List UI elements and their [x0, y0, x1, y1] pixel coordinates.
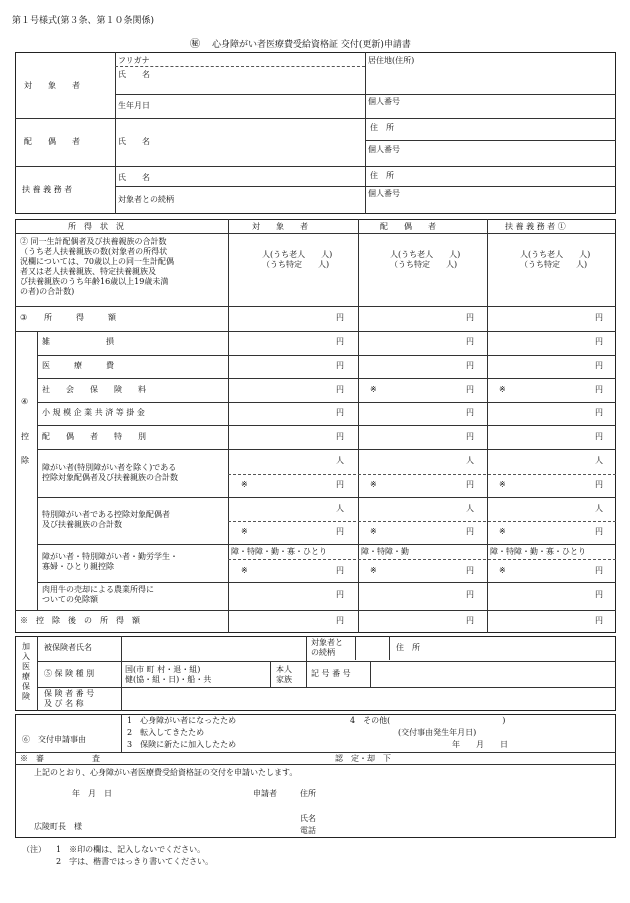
yen-unit: 円 [595, 385, 603, 394]
yen-unit: 円 [466, 432, 474, 441]
yen-unit: 円 [595, 408, 603, 417]
yen-unit: 円 [336, 408, 344, 417]
insured-relation-label: 対象者と の続柄 [311, 638, 343, 657]
deduction-no: ④ [21, 397, 29, 406]
yen-unit: 円 [336, 337, 344, 346]
review-label: ※ 審 査 [20, 754, 100, 763]
kome-mark: ※ [370, 385, 377, 394]
other-deduction-label: 障がい者・特別障がい者・勤労学生・ 寡婦・ひとり親控除 [42, 552, 178, 571]
persons-table [15, 52, 616, 214]
insurance-side-label: 加入医療保険 [22, 642, 30, 701]
reason-3: 3 保険に新たに加入したため [127, 740, 237, 749]
kome-mark: ※ [370, 527, 377, 536]
yen-unit: 円 [466, 337, 474, 346]
kome-mark: ※ [499, 385, 506, 394]
kome-mark: ※ [241, 527, 248, 536]
yen-unit: 円 [336, 385, 344, 394]
yen-unit: 円 [466, 480, 474, 489]
addressee: 広陵町長 様 [34, 822, 82, 831]
decision-label: 認 定・却 下 [335, 754, 391, 763]
furigana-label: フリガナ [118, 56, 150, 65]
reason-2: 2 転入してきたため [127, 728, 205, 737]
form-number: 第１号様式(第３条、第１０条関係) [12, 16, 155, 26]
reason-label: ⑥ 交付申請事由 [22, 735, 86, 744]
beef-exemption-label: 肉用牛の売却による農業所得に ついての免除額 [42, 585, 154, 604]
note-2: 2 字は、楷書ではっきり書いてください。 [56, 857, 214, 866]
subject-personal-no-label: 個人番号 [368, 97, 400, 106]
yen-unit: 円 [336, 313, 344, 322]
yen-unit: 円 [336, 527, 344, 536]
category-subject: 障・特障・勤・寡・ひとり [231, 547, 327, 556]
spouse-name-label: 氏 名 [118, 137, 150, 146]
yen-unit: 円 [595, 313, 603, 322]
yen-unit: 円 [595, 527, 603, 536]
dependents-count-subject: 人(うち老人 人) （うち特定 人) [262, 250, 333, 269]
symbol-number-label: 記 号 番 号 [311, 669, 351, 678]
relation-label: 対象者との続柄 [118, 195, 174, 204]
dependent-label: 扶 養 義 務 者 [22, 185, 73, 194]
yen-unit: 円 [595, 432, 603, 441]
dependent-personal-no-label: 個人番号 [368, 189, 400, 198]
applicant-address-label: 住所 [300, 789, 316, 798]
yen-unit: 円 [336, 616, 344, 625]
income-header-spouse: 配 偶 者 [380, 222, 436, 231]
yen-unit: 円 [336, 480, 344, 489]
notes-lead: （注） [22, 845, 46, 854]
kome-mark: ※ [499, 527, 506, 536]
kome-mark: ※ [241, 480, 248, 489]
dependent-name-label: 氏 名 [118, 173, 150, 182]
misc-loss-label: 雑 損 [42, 337, 114, 346]
yen-unit: 円 [466, 590, 474, 599]
reason-date: 年 月 日 [452, 740, 508, 749]
dependent-address-label: 住 所 [370, 171, 394, 180]
yen-unit: 円 [466, 527, 474, 536]
yen-unit: 円 [466, 313, 474, 322]
yen-unit: 円 [336, 566, 344, 575]
yen-unit: 円 [466, 616, 474, 625]
yen-unit: 円 [595, 590, 603, 599]
insurance-type-label: ⑤ 保 険 種 別 [44, 669, 95, 678]
insured-address-label: 住 所 [396, 643, 420, 652]
yen-unit: 円 [595, 361, 603, 370]
special-disabled-count-label: 特別障がい者である控除対象配偶者 及び扶養親族の合計数 [42, 510, 170, 529]
person-unit: 人 [336, 456, 344, 465]
subject-label: 対 象 者 [24, 81, 80, 90]
spouse-label: 配 偶 者 [24, 137, 80, 146]
yen-unit: 円 [466, 385, 474, 394]
reason-4: 4 その他( ) [350, 716, 506, 725]
person-unit: 人 [595, 504, 603, 513]
yen-unit: 円 [466, 566, 474, 575]
applicant-label: 申請者 [253, 789, 277, 798]
dependents-count-dependent: 人(うち老人 人) （うち特定 人) [520, 250, 591, 269]
dependents-count-spouse: 人(うち老人 人) （うち特定 人) [390, 250, 461, 269]
kome-mark: ※ [370, 480, 377, 489]
dependents-count-label: ② 同一生計配偶者及び扶養親族の合計数 （うち老人扶養親族の数(対象者の所得状 況欄については、70歳以上の同一生計配偶 者又は老人扶養親族、特定扶養親族及 び扶養親族のうち年齢16歳以上19歳未満 の者)の合計数) [20, 237, 175, 296]
person-unit: 人 [336, 504, 344, 513]
birthdate-label: 生年月日 [118, 101, 150, 110]
category-spouse: 障・特障・勤 [361, 547, 409, 556]
yen-unit: 円 [336, 432, 344, 441]
yen-unit: 円 [336, 361, 344, 370]
income-header-subject: 対 象 者 [252, 222, 308, 231]
person-unit: 人 [466, 456, 474, 465]
insured-name-label: 被保険者氏名 [44, 643, 92, 652]
person-unit: 人 [595, 456, 603, 465]
person-unit: 人 [466, 504, 474, 513]
application-date: 年 月 日 [72, 789, 112, 798]
insurance-type-options: 国(市 町 村・退・組) 健(協・組・日)・船・共 [125, 665, 212, 684]
medical-label: 医 療 費 [42, 361, 114, 370]
residence-label: 居住地(住所) [368, 56, 415, 65]
category-dependent: 障・特障・勤・寡・ひとり [490, 547, 586, 556]
spouse-special-label: 配 偶 者 特 別 [42, 432, 146, 441]
after-deduction-label: ※ 控 除 後 の 所 得 額 [20, 616, 140, 625]
yen-unit: 円 [595, 616, 603, 625]
seal-mark: ㊙ [190, 39, 200, 50]
yen-unit: 円 [466, 361, 474, 370]
note-1: 1 ※印の欄は、記入しないでください。 [56, 845, 206, 854]
self-family-label: 本人 家族 [276, 665, 292, 684]
spouse-address-label: 住 所 [370, 123, 394, 132]
deduction-label: 控 除 [21, 432, 45, 465]
reason-1: 1 心身障がい者になったため [127, 716, 237, 725]
kome-mark: ※ [370, 566, 377, 575]
reason-date-label: (交付事由発生年月日) [398, 728, 477, 737]
kome-mark: ※ [241, 566, 248, 575]
income-amount-label: 所 得 額 [44, 313, 116, 322]
yen-unit: 円 [336, 590, 344, 599]
income-header-status: 所 得 状 況 [68, 222, 124, 231]
income-amount-no: ③ [20, 313, 28, 322]
yen-unit: 円 [595, 566, 603, 575]
small-business-label: 小 規 模 企 業 共 済 等 掛 金 [42, 408, 145, 417]
income-header-dependent: 扶 養 義 務 者 ① [505, 222, 566, 231]
disabled-count-label: 障がい者(特別障がい者を除く)である 控除対象配偶者及び扶養親族の合計数 [42, 463, 178, 482]
kome-mark: ※ [499, 480, 506, 489]
spouse-personal-no-label: 個人番号 [368, 145, 400, 154]
yen-unit: 円 [595, 480, 603, 489]
page-title: 心身障がい者医療費受給資格証 交付(更新)申請書 [212, 40, 411, 50]
application-statement: 上記のとおり、心身障がい者医療費受給資格証の交付を申請いたします。 [34, 768, 298, 777]
yen-unit: 円 [466, 408, 474, 417]
insurer-label: 保 険 者 番 号 及 び 名 称 [44, 689, 95, 708]
applicant-name-label: 氏名 [300, 814, 316, 823]
name-label: 氏 名 [118, 70, 150, 79]
kome-mark: ※ [499, 566, 506, 575]
social-insurance-label: 社 会 保 険 料 [42, 385, 146, 394]
yen-unit: 円 [595, 337, 603, 346]
applicant-phone-label: 電話 [300, 826, 316, 835]
